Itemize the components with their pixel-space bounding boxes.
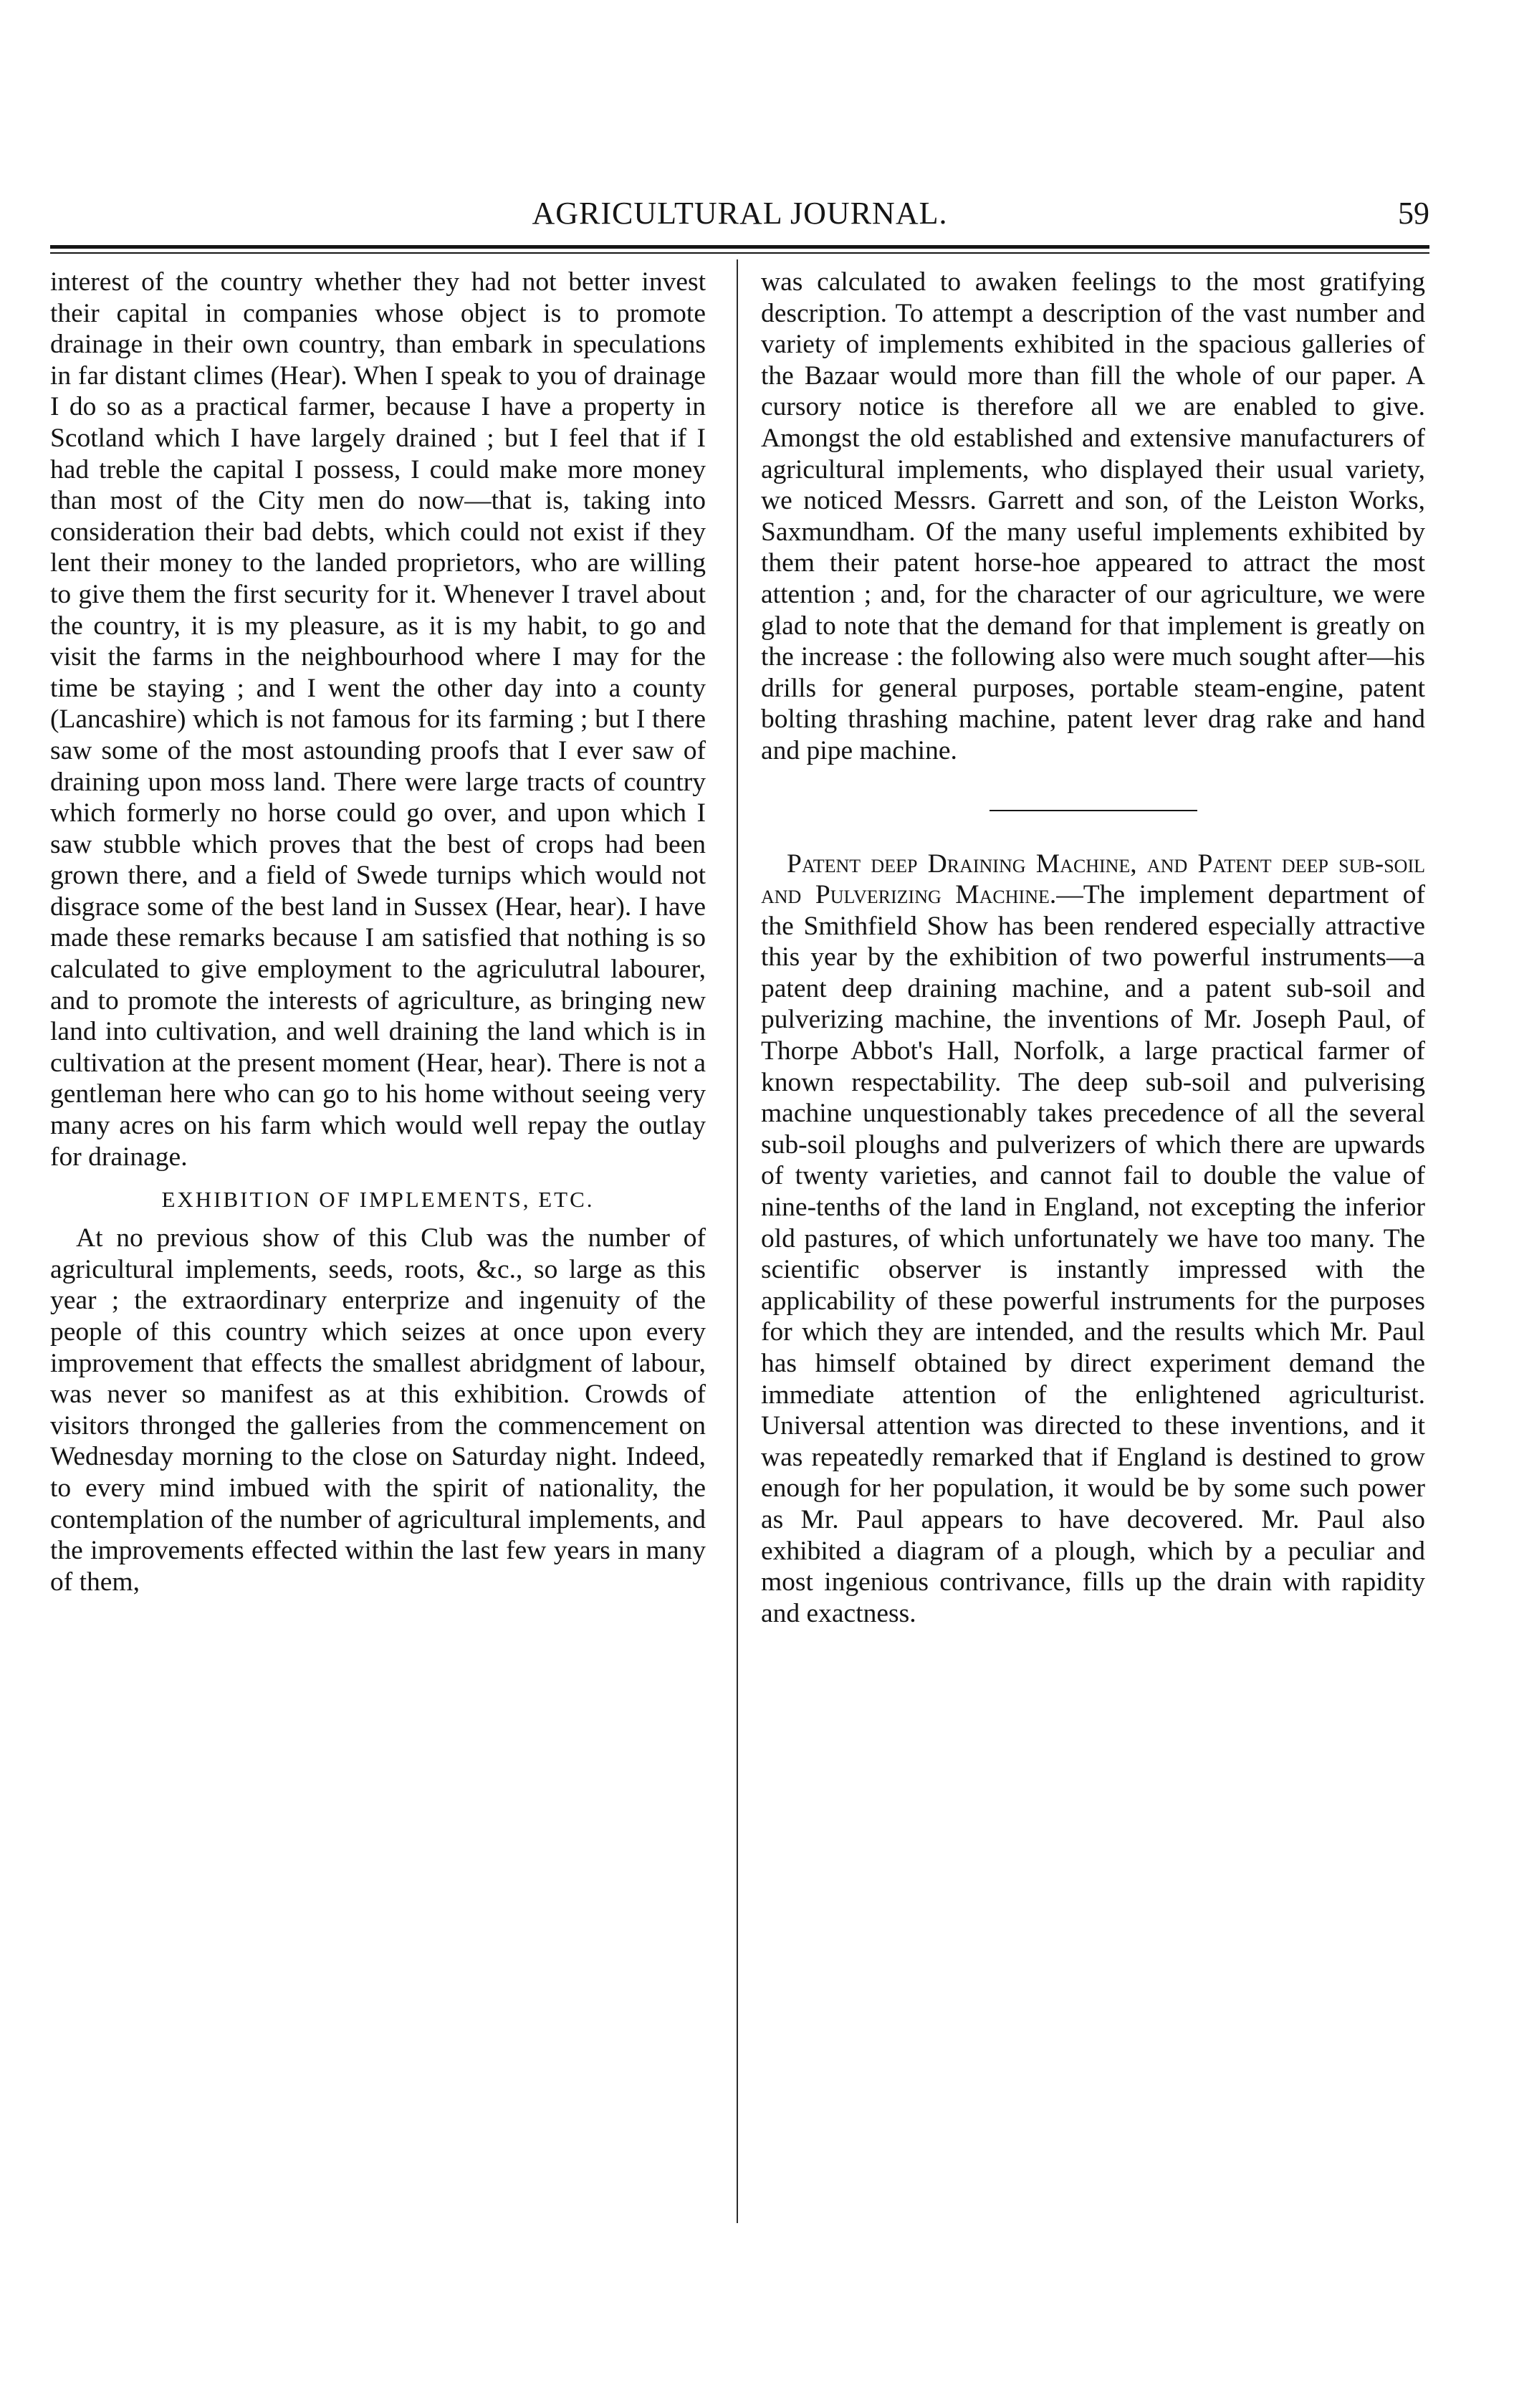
running-title: AGRICULTURAL JOURNAL. [532, 196, 948, 231]
page-number: 59 [1398, 196, 1429, 231]
right-column [761, 267, 1425, 1629]
header-rule-thin [50, 252, 1429, 254]
left-paragraph-exhibition: At no previous show of this Club was the number of agricultural implements, seeds, roots, &c., so large as this year ; the extraordinary enterprize and ingenuity of the people of this country which seizes at once upon every improvement that effects the smallest abridgment of labour, was never so manifest as at this exhibition. Crowds of visitors thronged the galleries from the commencement on Wednesday morning to the close on Saturday night. Indeed, to every mind imbued with the spirit of nationality, the contemplation of the number of agricultural implements, and the improvements effected within the last few years in many of them, [50, 1223, 706, 1597]
patent-body: —The implement department of the Smithfield Show has been rendered especially attractive this year by the exhibition of two powerful instruments—a patent deep draining machine, and a patent sub-soil and pulverizing machine, the inventions of Mr. Joseph Paul, of Thorpe Abbot's Hall, Norfolk, a large practical farmer of known respectability. The deep sub-soil and pulverising machine unquestionably takes precedence of all the several sub-soil ploughs and pulverizers of which there are upwards of twenty varieties, and cannot fail to double the value of nine-tenths of the land in England, not excepting the inferior old pastures, of which unfortunately we have too many. The scientific observer is instantly impressed with the applicability of these powerful instruments for the purposes for which they are intended, and the results which Mr. Paul has himself obtained by direct experiment demand the immediate attention of the enlightened agriculturist. Universal attention was directed to these inventions, and it was repeatedly remarked that if England is destined to grow enough for her population, it would be by some such power as Mr. Paul appears to have decovered. Mr. Paul also exhibited a diagram of a plough, which by a peculiar and most ingenious contrivance, fills up the drain with rapidity and exactness. [761, 880, 1425, 1628]
left-paragraph-continued: interest of the country whether they had not better invest their capital in companies whose object is to promote drainage in their own country, than embark in speculations in far distant climes (Hear). When I speak to you of drainage I do so as a practical farmer, because I have a property in Scotland which I have largely drained ; but I feel that if I had treble the capital I possess, I could make more money than most of the City men do now—that is, taking into consideration their bad debts, which could not exist if they lent their money to the landed proprietors, who are willing to give them the first security for it. Whenever I travel about the country, it is my pleasure, as it is my habit, to go and visit the farms in the neighbourhood where I may for the time be staying ; and I went the other day into a county (Lancashire) which is not famous for its farming ; but I there saw some of the most astounding proofs that I ever saw of draining upon moss land. There were large tracts of country which formerly no horse could go over, and upon which I saw stubble which proves that the best of crops had been grown there, and a field of Swede turnips which would not disgrace some of the best land in Sussex (Hear, hear). I have made these remarks because I am satisfied that nothing is so calculated to give employment to the agriculutral labourer, and to promote the interests of agriculture, as bringing new land into cultivation, and well draining the land which is in cultivation at the present moment (Hear, hear). There is not a gentleman here who can go to his home without seeing very many acres on his farm which would well repay the outlay for drainage. [50, 267, 706, 1172]
section-separator-rule [990, 810, 1197, 811]
patent-heading: Patent deep Draining Machine, and Patent deep sub-soil and Pulverizing Machine. [761, 849, 1425, 910]
right-paragraph-patent [761, 849, 1425, 1630]
right-paragraph-continued: was calculated to awaken feelings to the most gratifying description. To attempt a description of the vast number and variety of implements exhibited in the spacious galleries of the Bazaar would more than fill the whole of our paper. A cursory notice is therefore all we are enabled to give. Amongst the old established and extensive manufacturers of agricultural implements, who displayed their usual variety, we noticed Messrs. Garrett and son, of the Leiston Works, Saxmundham. Of the many useful implements exhibited by them their patent horse-hoe appeared to attract the most attention ; and, for the character of our agriculture, we were glad to note that the demand for that implement is greatly on the increase : the following also were much sought after—his drills for general purposes, portable steam-engine, patent bolting thrashing machine, patent lever drag rake and hand and pipe machine. [761, 267, 1425, 765]
page-header [50, 192, 1429, 242]
section-heading-exhibition: EXHIBITION OF IMPLEMENTS, ETC. [161, 1187, 595, 1213]
column-divider [737, 259, 738, 2223]
header-rule-thick [50, 245, 1429, 249]
left-column [50, 267, 706, 1597]
